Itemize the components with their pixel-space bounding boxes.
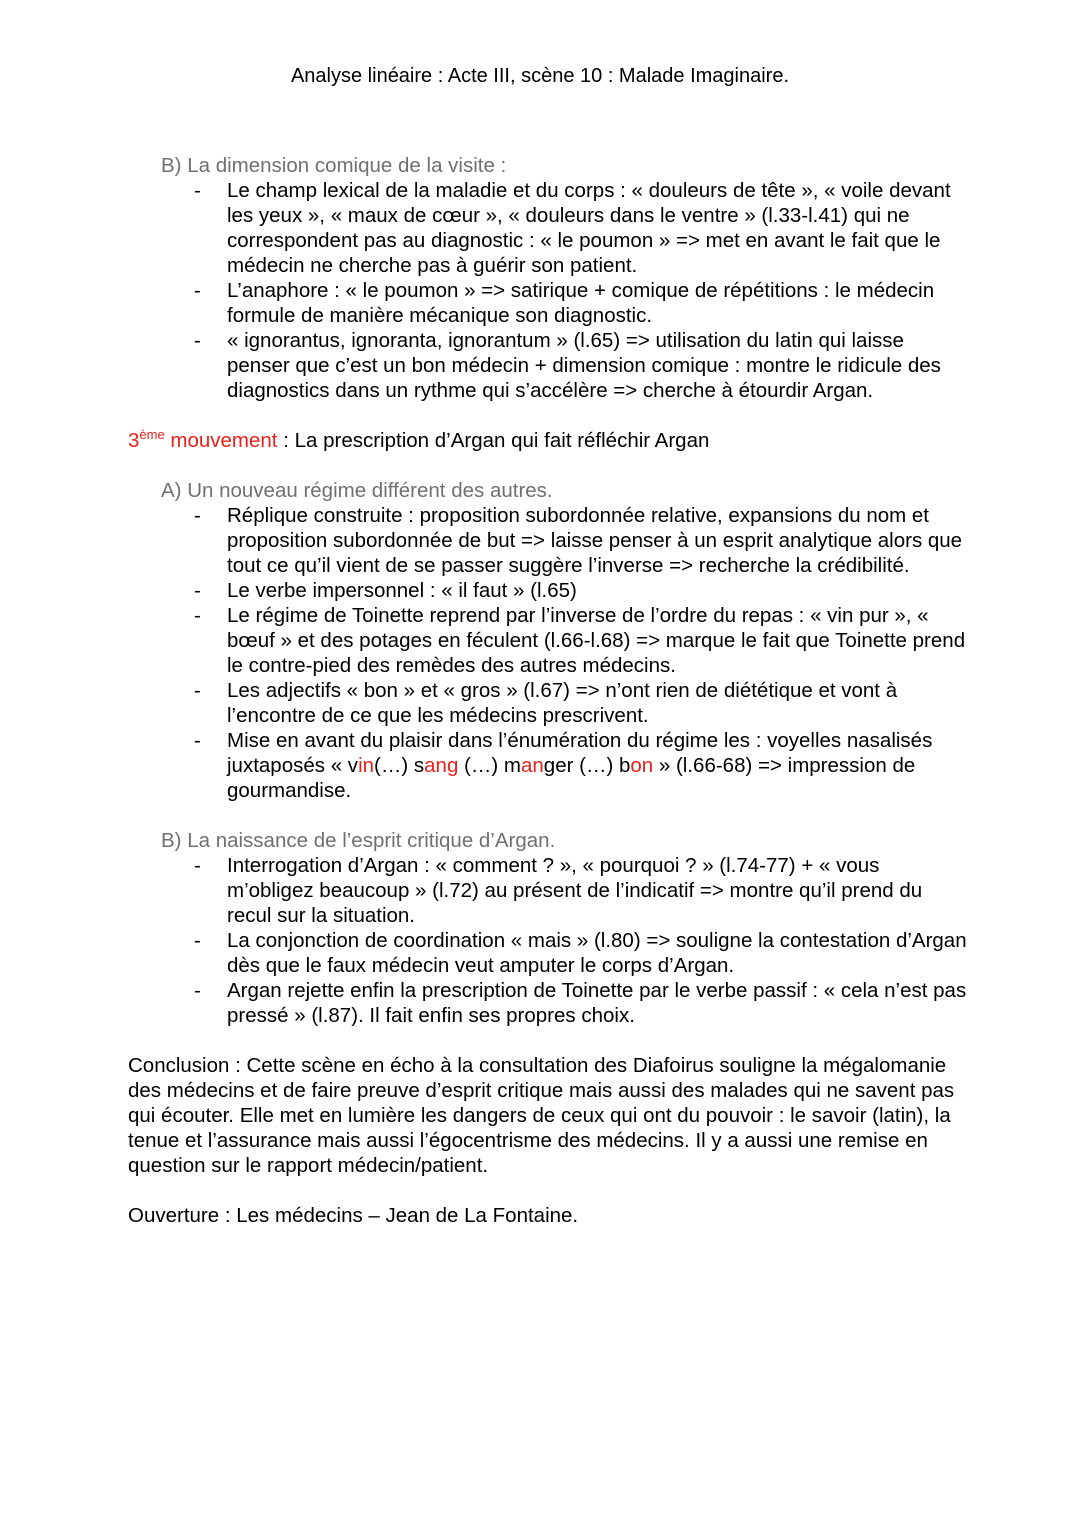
list-item	[194, 978, 967, 1028]
bullet-list-new-regime	[0, 503, 1080, 803]
list-item	[194, 578, 967, 603]
list-item-text: L’anaphore : « le poumon » => satirique + comique de répétitions : le médecin formule de manière mécanique son diagnostic.	[227, 279, 935, 327]
list-item-text: Le régime de Toinette reprend par l’inverse de l’ordre du repas : « vin pur », « bœuf » et des potages en féculent (l.66-l.68) => marque le fait que Toinette prend le contre-pied des remèdes des autres médecins.	[227, 604, 966, 677]
bullet-dash: -	[194, 579, 201, 602]
section-heading-comic-dimension: B) La dimension comique de la visite :	[161, 154, 507, 177]
bullet-dash: -	[194, 329, 201, 352]
spacer	[0, 1028, 1080, 1053]
bullet-dash: -	[194, 979, 201, 1002]
list-item-text: Argan rejette enfin la prescription de Toinette par le verbe passif : « cela n’est pas pressé » (l.87). Il fait enfin ses propres choix.	[227, 979, 967, 1027]
movement-label: mouvement	[164, 429, 278, 452]
text-run: (…) m	[458, 754, 521, 777]
bullet-list-critical-mind	[0, 853, 1080, 1028]
document-body	[0, 153, 1080, 1228]
highlighted-nasal-vowel: in	[358, 754, 375, 777]
section-heading-critical-mind: B) La naissance de l’esprit critique d’Argan.	[161, 829, 556, 852]
bullet-dash: -	[194, 279, 201, 302]
list-item-text: La conjonction de coordination « mais » (l.80) => souligne la contestation d’Argan dès que le faux médecin veut amputer le corps d’Argan.	[227, 929, 967, 977]
conclusion-paragraph: Conclusion : Cette scène en écho à la consultation des Diafoirus souligne la mégalomanie des médecins et de faire preuve d’esprit critique mais aussi des malades qui ne savent pas qui écouter. Elle met en lumière les dangers de ceux qui ont du pouvoir : le savoir (latin), la tenue et l’assurance mais aussi l’égocentrisme des médecins. Il y a aussi une remise en question sur le rapport médecin/patient.	[128, 1054, 955, 1177]
list-item	[194, 178, 967, 278]
bullet-list-comic-dimension	[0, 178, 1080, 403]
text-run: ger (…) b	[543, 754, 631, 777]
ouverture-paragraph: Ouverture : Les médecins – Jean de La Fontaine.	[128, 1204, 579, 1227]
highlighted-nasal-vowel: ang	[424, 754, 459, 777]
movement-number	[128, 429, 278, 452]
list-item-text: « ignorantus, ignoranta, ignorantum » (l.65) => utilisation du latin qui laisse penser que c’est un bon médecin + dimension comique : montre le ridicule des diagnostics dans un rythme qui s’accélère => cherche à étourdir Argan.	[227, 329, 941, 402]
list-item-text: Réplique construite : proposition subordonnée relative, expansions du nom et proposition subordonnée de but => laisse penser à un esprit analytique alors que tout ce qu’il vient de se passer suggère l’inverse => recherche la crédibilité.	[227, 504, 963, 577]
text-run: » (l.66-68) => impression de gourmandise.	[227, 754, 916, 802]
list-item-text: Le verbe impersonnel : « il faut » (l.65)	[227, 579, 577, 602]
list-item	[194, 928, 967, 978]
list-item	[194, 603, 967, 678]
bullet-dash: -	[194, 504, 201, 527]
page-title: Analyse linéaire : Acte III, scène 10 : Malade Imaginaire.	[290, 65, 790, 87]
highlighted-nasal-vowel: an	[520, 754, 544, 777]
list-item-text	[227, 729, 932, 802]
list-item-text: Interrogation d’Argan : « comment ? », « pourquoi ? » (l.74-77) + « vous m’obligez beaucoup » (l.72) au présent de l’indicatif => montre qu’il prend du recul sur la situation.	[227, 854, 923, 927]
movement-number-digit: 3	[128, 429, 140, 452]
list-item-text: Le champ lexical de la maladie et du corps : « douleurs de tête », « voile devant les yeux », « maux de cœur », « douleurs dans le ventre » (l.33-l.41) qui ne correspondent pas au diagnostic : « le poumon » => met en avant le fait que le médecin ne cherche pas à guérir son patient.	[227, 179, 951, 277]
list-item	[194, 328, 967, 403]
movement-title: : La prescription d’Argan qui fait réfléchir Argan	[277, 429, 710, 452]
bullet-dash: -	[194, 929, 201, 952]
section-heading-new-regime: A) Un nouveau régime différent des autres.	[161, 479, 553, 502]
list-item	[194, 853, 967, 928]
movement-heading	[128, 428, 1080, 453]
list-item	[194, 728, 967, 803]
spacer	[0, 803, 1080, 828]
bullet-dash: -	[194, 854, 201, 877]
bullet-dash: -	[194, 679, 201, 702]
list-item	[194, 278, 967, 328]
movement-number-suffix: ème	[139, 427, 165, 443]
text-run: (…) s	[374, 754, 425, 777]
spacer	[0, 1178, 1080, 1203]
bullet-dash: -	[194, 179, 201, 202]
bullet-dash: -	[194, 604, 201, 627]
list-item	[194, 503, 967, 578]
highlighted-nasal-vowel: on	[630, 754, 654, 777]
list-item-text: Les adjectifs « bon » et « gros » (l.67) => n’ont rien de diététique et vont à l’encontre de ce que les médecins prescrivent.	[227, 679, 898, 727]
list-item	[194, 678, 967, 728]
text-run: Mise en avant du plaisir dans l’énumération du régime les : voyelles nasalisés juxtaposés « v	[227, 729, 933, 777]
bullet-dash: -	[194, 729, 201, 752]
